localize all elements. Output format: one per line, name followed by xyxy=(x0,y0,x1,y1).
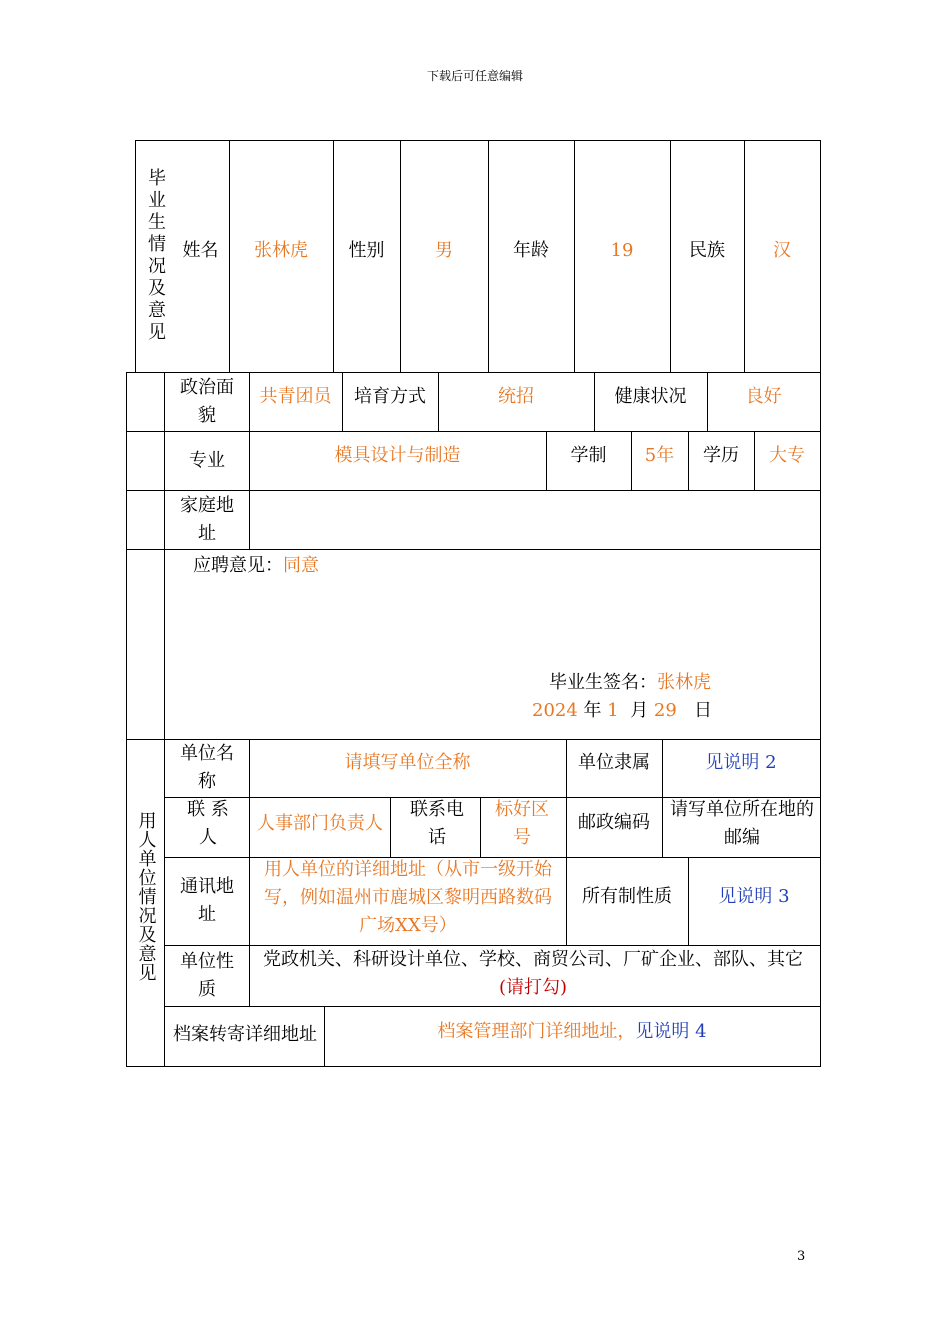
opinion-value[interactable]: 同意 xyxy=(283,555,319,576)
political-value[interactable]: 共青团员 xyxy=(259,386,332,407)
archive-address-label: 档案转寄详细地址 xyxy=(173,1024,317,1045)
comm-address-label: 通讯地址 xyxy=(180,876,234,925)
unit-name-value[interactable]: 请填写单位全称 xyxy=(344,752,471,773)
contact-value[interactable]: 人事部门负责人 xyxy=(257,813,383,834)
education-label: 学历 xyxy=(703,445,739,466)
political-label: 政治面貌 xyxy=(180,376,234,426)
phone-label: 联系电话 xyxy=(410,799,464,848)
age-label: 年龄 xyxy=(513,240,549,261)
unit-nature-label: 单位性质 xyxy=(180,950,234,1000)
comm-address-value[interactable]: 用人单位的详细地址（从市一级开始写，例如温州市鹿城区黎明西路数码广场XX号） xyxy=(264,859,552,936)
contact-label: 联 系 人 xyxy=(187,799,229,848)
signature-label: 毕业生签名： xyxy=(549,672,657,693)
home-address-value[interactable] xyxy=(249,490,820,549)
major-label: 专业 xyxy=(189,449,225,471)
age-value[interactable]: 19 xyxy=(610,240,634,261)
duration-value[interactable]: 5年 xyxy=(644,445,675,466)
graduate-section-title: 毕业生情况及意见 xyxy=(145,168,166,344)
phone-value[interactable]: 标好区号 xyxy=(495,799,549,848)
gender-label: 性别 xyxy=(348,240,385,261)
ownership-label: 所有制性质 xyxy=(582,886,672,907)
ethnicity-label: 民族 xyxy=(689,240,725,261)
ethnicity-value[interactable]: 汉 xyxy=(773,240,791,261)
opinion-line xyxy=(193,552,319,580)
signature-value[interactable]: 张林虎 xyxy=(657,672,711,693)
gender-value[interactable]: 男 xyxy=(435,240,453,261)
sign-date xyxy=(532,697,712,725)
affiliation-value[interactable]: 见说明 2 xyxy=(705,752,777,773)
archive-address-value[interactable] xyxy=(324,1006,820,1058)
unit-nature-options[interactable] xyxy=(258,943,808,1004)
date-year[interactable]: 2024 xyxy=(532,700,578,721)
opinion-label: 应聘意见： xyxy=(193,555,283,576)
health-value[interactable]: 良好 xyxy=(745,386,782,407)
health-label: 健康状况 xyxy=(614,386,687,407)
training-value[interactable]: 统招 xyxy=(498,386,534,407)
page-number: 3 xyxy=(797,1249,806,1264)
name-label: 姓名 xyxy=(182,240,219,261)
archive-address-text: 档案管理部门详细地址， xyxy=(437,1021,636,1042)
duration-label: 学制 xyxy=(570,445,607,466)
employer-section-title: 用人单位情况及意见 xyxy=(135,810,157,982)
postcode-value[interactable]: 请写单位所在地的邮编 xyxy=(670,799,814,848)
date-month[interactable]: 1 xyxy=(607,700,619,721)
tick-note: (请打勾) xyxy=(498,976,568,998)
date-year-unit: 年 xyxy=(583,700,602,721)
date-month-unit: 月 xyxy=(630,700,649,721)
postcode-label: 邮政编码 xyxy=(578,812,650,833)
date-day-unit: 日 xyxy=(694,700,712,721)
education-value[interactable]: 大专 xyxy=(769,445,805,466)
name-value[interactable]: 张林虎 xyxy=(254,240,308,261)
ownership-value[interactable]: 见说明 3 xyxy=(718,886,790,907)
signature-line xyxy=(549,669,711,697)
unit-name-label: 单位名称 xyxy=(180,743,234,792)
affiliation-label: 单位隶属 xyxy=(578,752,650,773)
date-day[interactable]: 29 xyxy=(653,700,677,721)
home-address-label: 家庭地址 xyxy=(180,494,234,544)
unit-nature-options-text: 党政机关、科研设计单位、学校、商贸公司、厂矿企业、部队、其它 xyxy=(263,948,803,970)
archive-address-ref: 见说明 4 xyxy=(635,1021,707,1042)
page-header: 下载后可任意编辑 xyxy=(426,69,523,83)
training-label: 培育方式 xyxy=(354,386,426,407)
major-value[interactable]: 模具设计与制造 xyxy=(334,445,461,466)
